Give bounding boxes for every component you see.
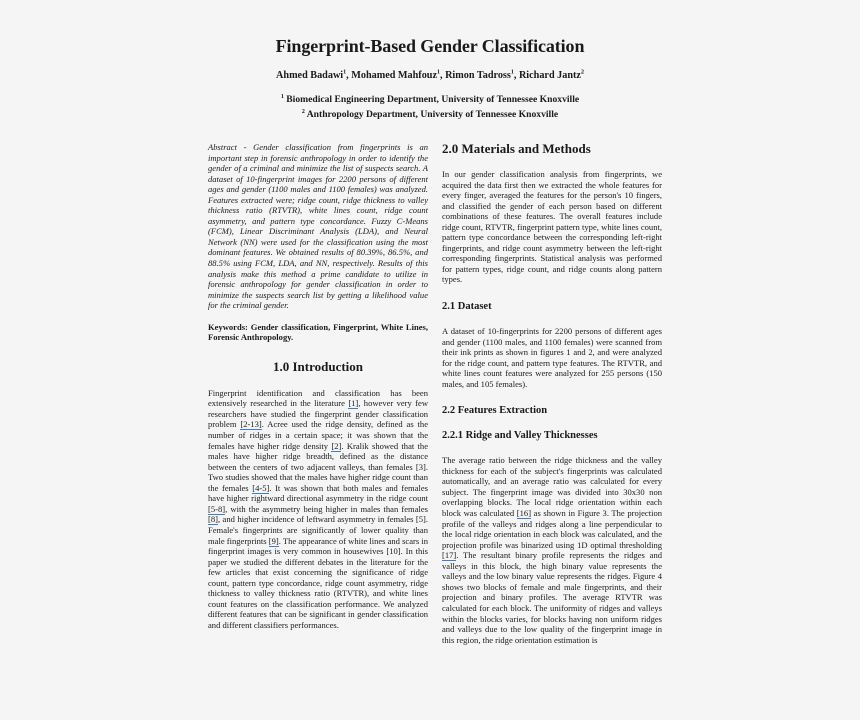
- abstract: Abstract - Gender classification from fingerprints is an important step in forensic anthropology in order to identify the gender of a criminal and minimize the list of suspects search. A dataset of 10-fingerprint images for 2200 persons of different ages and gender (1100 males and 1100 females) was analyzed. Features extracted were; ridge count, ridge thickness to valley thickness ratio (RTVTR), white lines count, ridge count asymmetry, and pattern type concordance. Fuzzy C-Means (FCM), Linear Discriminant Analysis (LDA), and Neural Network (NN) were used for the classification using the most dominant features. We obtained results of 80.39%, 86.5%, and 88.5% using FCM, LDA, and NN, respectively. Results of this analysis make this method a prime candidate to utilize in forensic anthropology for gender classification in order to minimize the suspects search list by getting a likelihood value for the criminal gender.: [208, 142, 428, 311]
- affiliation: [0, 109, 860, 120]
- author: Richard Jantz: [518, 70, 581, 81]
- citation-link[interactable]: [1]: [348, 398, 359, 409]
- text: . Kralik showed that the males have higher ridge breadth, defined as the distance between the centers of two adjacent valleys, than females [3]. Two studies showed that the males have higher ridge count than the females: [208, 440, 428, 493]
- text: . The appearance of white lines and scars in fingerprint images is very common in housewives [10]. In this paper we studied the different debates in the literature for the few articles that exist concerning the significance of ridge count, pattern type concordance, ridge count asymmetry, ridge thickness to valley thickness ratio (RTVTR), and white lines count features on the classification performance. We analyzed different features that can be significant in gender classification and different classifiers performances.: [208, 535, 428, 630]
- citation-link[interactable]: [17]: [442, 550, 457, 561]
- author: Rimon Tadross: [445, 70, 511, 81]
- affiliation: [0, 94, 860, 105]
- citation-link[interactable]: [8]: [208, 514, 218, 525]
- affiliation-mark: 1: [436, 69, 440, 76]
- text: Fingerprint identification and classification has been extensively researched in the literature: [208, 387, 428, 409]
- author: Ahmed Badawi: [276, 70, 344, 81]
- author: Mohamed Mahfouz: [351, 70, 437, 81]
- affiliation-number: 1: [280, 93, 284, 100]
- section-heading-introduction: 1.0 Introduction: [272, 358, 364, 374]
- citation-link[interactable]: [4-5]: [252, 482, 270, 493]
- text: . The resultant binary profile represents the ridges and valleys in this block, the high binary value represents the valleys and the low binary value represents the ridges. Figure 4 shows two blocks of female and male fingerprints, and their projection and binary profiles. The average RTVTR was calculated for each block. The uniformity of ridges and valleys within the blocks varies, for blocks having non uniform ridges and valleys due to the low quality of the fingerprint image in this region, the ridge orientation estimation is: [442, 550, 662, 645]
- text: . Acree used the ridge density, defined as the number of ridges in a certain space; it was shown that the females have higher ridge density: [208, 419, 428, 451]
- methods-paragraph: In our gender classification analysis from fingerprints, we acquired the data first then we extracted the whole features for every finger, averaged the features for the person's 10 fingers, and classified the gender of each person based on different combinations of these features. The overall features include ridge count, RTVTR, fingerprint pattern type, white lines count, pattern type concordance between the corresponding left-right fingerprints, and ridge count asymmetry between the left-right corresponding fingerprints. Statistical analysis was performed for pattern types, ridge count, and ridge counts along pattern types.: [442, 169, 662, 285]
- affiliation-mark: 1: [343, 69, 347, 76]
- section-heading-features-extraction: 2.2 Features Extraction: [442, 405, 548, 417]
- text: The average ratio between the ridge thickness and the valley thickness for each of the subject's fingerprints was calculated automatically, and an average ratio was calculated for every subject. The fingerprint image was divided into 30x30 non overlapping blocks. The local ridge orientation within each block was calculated: [442, 455, 662, 519]
- affiliation-mark: 1: [510, 69, 514, 76]
- citation-link[interactable]: [2]: [331, 440, 342, 451]
- ridge-valley-paragraph: [442, 455, 662, 645]
- text: . It was shown that both males and females have higher rightward directional asymmetry in the ridge count: [208, 482, 428, 504]
- right-column: [442, 169, 662, 645]
- keywords: [208, 322, 428, 343]
- text: , and higher incidence of leftward asymmetry in females [5]. Female's fingerprints are significantly of lower quality than male fingerprints: [208, 514, 428, 546]
- affiliation-mark: 2: [580, 69, 584, 76]
- keywords-label: Keywords:: [208, 321, 248, 332]
- text: , with the asymmetry being higher in males than females: [225, 503, 428, 514]
- citation-link[interactable]: [5-8]: [208, 503, 226, 514]
- keywords-text: Gender classification, Fingerprint, White Lines, Forensic Anthropology.: [208, 321, 429, 343]
- affiliation-text: Biomedical Engineering Department, University of Tennessee Knoxville: [286, 94, 580, 105]
- dataset-paragraph: A dataset of 10-fingerprints for 2200 persons of different ages and gender (1100 males, and 1100 females) were scanned from their ink prints as shown in figures 1 and 2, and were analyzed for the ridge count, and pattern type features. The RTVTR, and white lines count features were analyzed for 255 persons (150 males, and 105 females).: [442, 326, 662, 389]
- text: , however very few researchers have studied the fingerprint gender classification problem: [208, 398, 428, 430]
- text: as shown in Figure 3. The projection profile of the valleys and ridges along a line perpendicular to the local ridge orientation in each block was calculated, and the projection profile was binarized using 1D optimal thresholding: [442, 508, 662, 550]
- affiliation-text: Anthropology Department, University of Tennessee Knoxville: [306, 109, 559, 120]
- affiliation-number: 2: [301, 108, 305, 115]
- introduction-paragraph: [208, 388, 428, 631]
- section-heading-ridge-valley: 2.2.1 Ridge and Valley Thicknesses: [442, 430, 598, 442]
- section-heading-dataset: 2.1 Dataset: [442, 301, 492, 313]
- citation-link[interactable]: [16]: [516, 508, 532, 519]
- author-list: Ahmed Badawi$^1$, Mohamed Mahfouz$^1$, Rimon Tadross$^1$, Richard Jantz$^2$: [276, 69, 584, 81]
- paper-title: Fingerprint-Based Gender Classification: [275, 36, 585, 56]
- citation-link[interactable]: [2-13]: [240, 419, 262, 430]
- left-column: [208, 142, 428, 630]
- section-heading-materials-methods: 2.0 Materials and Methods: [442, 141, 591, 156]
- citation-link[interactable]: [9]: [268, 535, 279, 546]
